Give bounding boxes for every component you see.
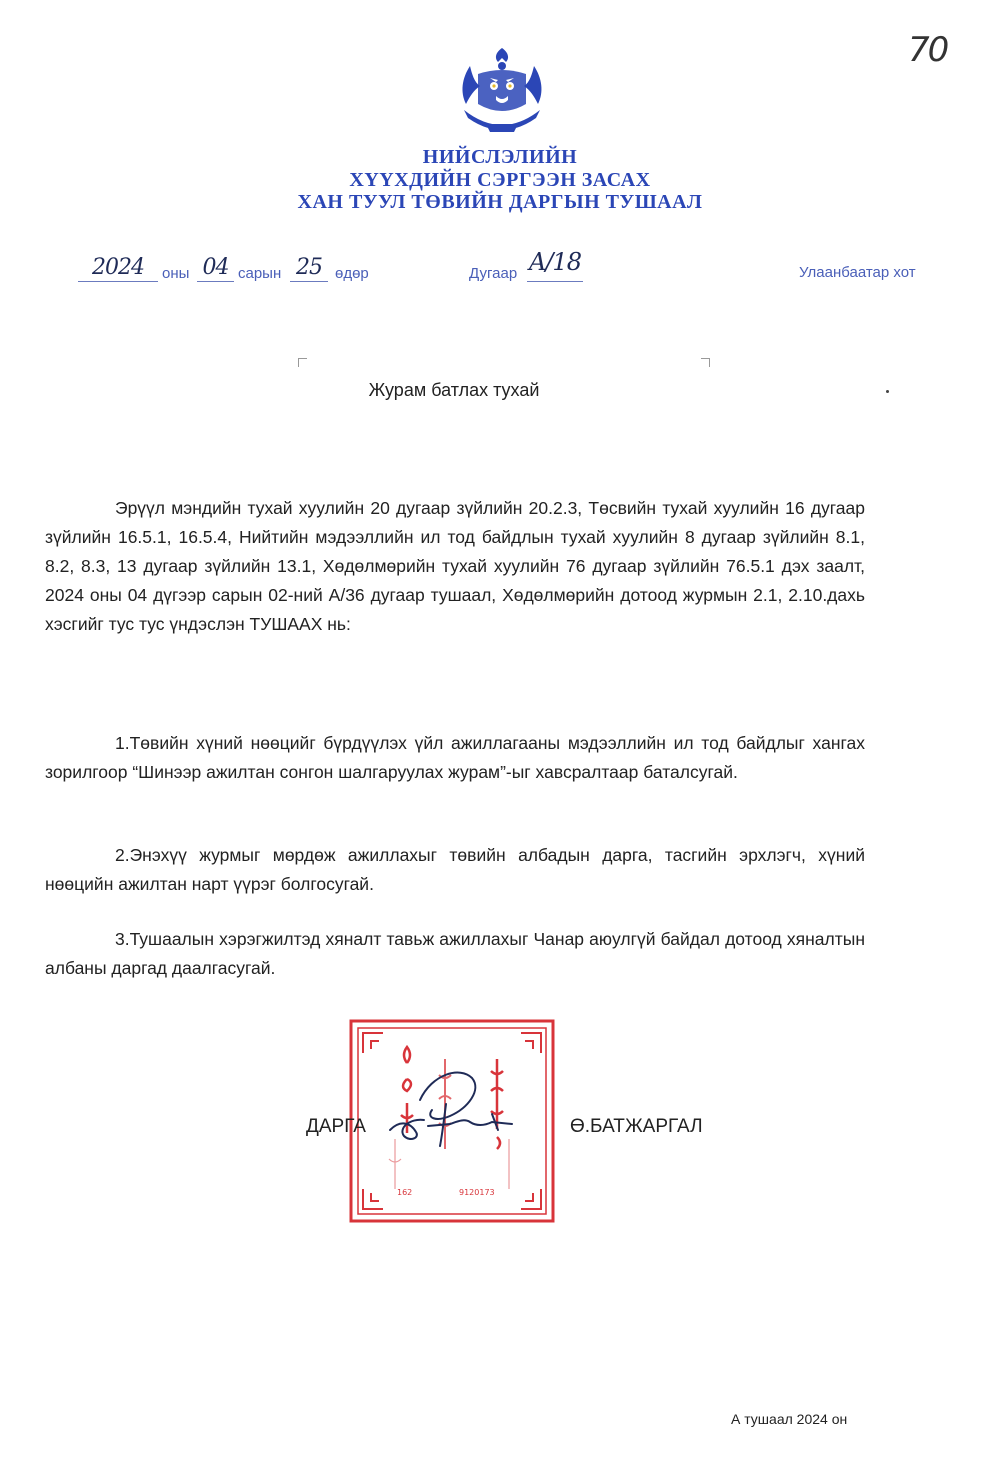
city-label: Улаанбаатар хот <box>799 264 916 281</box>
header-line-1: НИЙСЛЭЛИЙН <box>422 146 578 168</box>
title-corner-left <box>298 358 307 367</box>
preamble-paragraph: Эрүүл мэндийн тухай хуулийн 20 дугаар зүйлийн 20.2.3, Төсвийн тухай хуулийн 16 дугаар зүйлийн 16.5.1, 16.5.4, Нийтийн мэдээллийн ил тод байдлын тухай хуулийн 8 дугаар зүйлийн 8.1, 8.2, 8.3, 13 дугаар зүйлийн 13.1, Хөдөлмөрийн тухай хуулийн 76 дугаар зүйлийн 76.5.1 дэх заалт, 2024 оны 04 дүгээр сарын 02-ний А/36 дугаар тушаал, Хөдөлмөрийн дотоод журмын 2.1, 2.10.дахь хэсгийг тус тус үндэслэн ТУШААХ нь: <box>45 498 865 634</box>
document-title: Журам батлах тухай <box>368 380 540 400</box>
header-line-2: ХҮҮХДИЙН СЭРГЭЭН ЗАСАХ <box>349 169 651 191</box>
signatory-position: ДАРГА <box>306 1116 366 1137</box>
order-item-2: 2.Энэхүү журмыг мөрдөж ажиллахыг төвийн албадын дарга, тасгийн эрхлэгч, хүний нөөцийн ажилтан нарт үүрэг болгосугай. <box>45 845 865 894</box>
signatory-name: Ө.БАТЖАРГАЛ <box>570 1116 703 1137</box>
title-corner-right <box>701 358 710 367</box>
stamp-number-left: 162 <box>397 1188 413 1197</box>
date-month-label: сарын <box>238 265 282 282</box>
footer-note: А тушаал 2024 он <box>731 1411 848 1427</box>
stamp-number-right: 9120173 <box>459 1188 495 1197</box>
order-number-value: A/18 <box>527 248 583 282</box>
handwritten-signature <box>380 1060 520 1150</box>
date-year-value: 2024 <box>78 255 158 282</box>
date-day-label: өдөр <box>335 265 369 282</box>
order-item-3: 3.Тушаалын хэрэгжилтэд хяналт тавьж ажиллахыг Чанар аюулгүй байдал дотоод хяналтын албаны даргад даалгасугай. <box>45 929 865 978</box>
date-year-label: оны <box>162 265 190 282</box>
order-number-label: Дугаар <box>469 265 518 282</box>
date-month-value: 04 <box>197 255 234 282</box>
date-day-value: 25 <box>290 255 328 282</box>
header-line-3: ХАН ТУУЛ ТӨВИЙН ДАРГЫН ТУШААЛ <box>297 191 703 213</box>
state-emblem-icon <box>456 44 548 136</box>
order-item-1: 1.Төвийн хүний нөөцийг бүрдүүлэх үйл ажиллагааны мэдээллийн ил тод байдлыг хангах зорилгоор “Шинээр ажилтан сонгон шалгаруулах журам”-ыг хавсралтаар баталсугай. <box>45 733 865 782</box>
page-number: 70 <box>908 30 948 70</box>
